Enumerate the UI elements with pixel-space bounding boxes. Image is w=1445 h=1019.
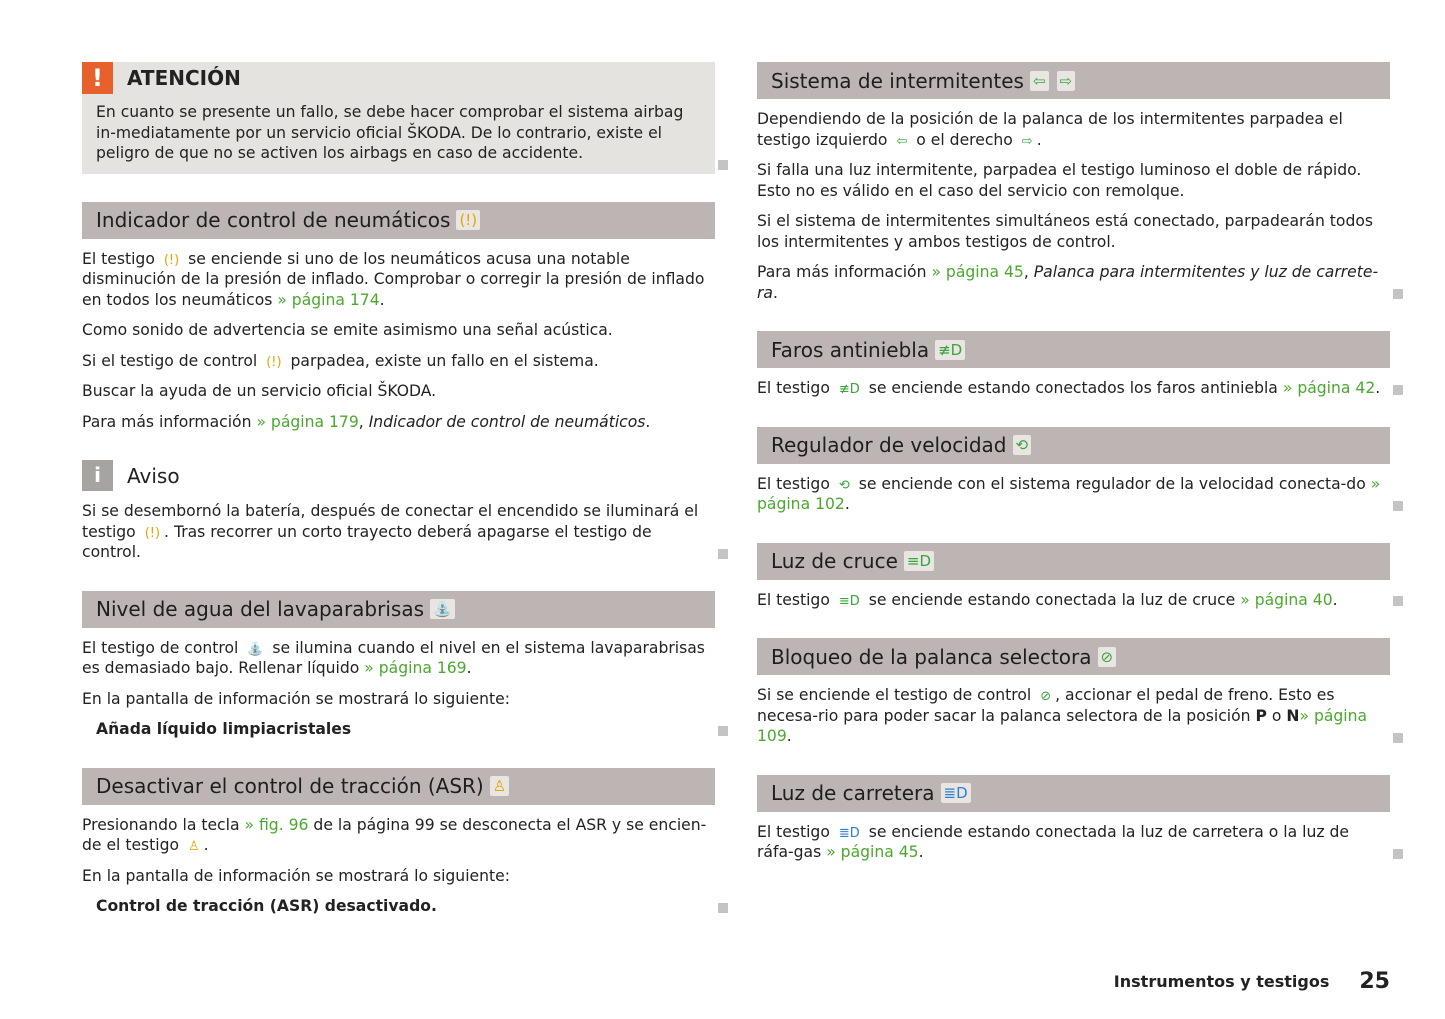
page-reference-link[interactable]: » página 179 [256,412,359,431]
page-reference-link[interactable]: » página 174 [277,290,380,309]
section-header [82,591,715,628]
note-header [82,460,715,491]
section-header [757,638,1390,675]
traction-control-icon: ♙ [188,839,200,854]
text: En cuanto se presente un fallo, se debe hacer comprobar el sistema airbag in-mediatamente por un servicio oficial ŠKODA. De lo contrario, existe el peligro de que no se activen los airbags en caso de accidente. [96,103,684,162]
paragraph [757,822,1390,863]
text: . [203,836,209,854]
traction-control-icon: ♙ [490,776,509,796]
paragraph [82,638,715,679]
low-beam-icon: ≡D [838,593,860,609]
selector-lock-icon: ⊘ [1040,689,1052,704]
text: El testigo de control [82,638,244,657]
text: . [786,727,792,745]
section-title: Desactivar el control de tracción (ASR) [96,774,484,798]
turn-right-icon: ⇨ [1057,71,1076,91]
paragraph [82,381,715,402]
tire-pressure-icon: (!) [144,525,161,541]
page-reference-link[interactable]: » página 45 [931,263,1024,281]
section [82,591,715,740]
text: . [1375,379,1381,397]
text: Si falla una luz intermitente, parpadea el testigo luminoso el doble de rápido. Esto no es válido en el caso del servicio con remolque. [757,161,1362,200]
page-reference-link[interactable]: » página 109 [757,706,1368,745]
note-title: Aviso [127,463,180,488]
text: se enciende estando conectada la luz de cruce [863,590,1241,609]
text: . [844,495,850,513]
text: . [466,659,472,677]
info-icon: i [82,460,113,491]
section-title: Luz de cruce [771,549,898,573]
paragraph [757,109,1390,150]
high-beam-icon: ≣D [838,825,860,841]
text: En la pantalla de información se mostrará lo siguiente: [82,866,510,885]
display-message [82,719,715,740]
text: El testigo [82,249,160,268]
paragraph [82,320,715,341]
section-header [757,427,1390,464]
warning-title: ATENCIÓN [127,66,241,90]
footer-section-title: Instrumentos y testigos [1113,972,1330,991]
paragraph [757,474,1390,515]
text: Para más información [82,412,257,431]
warning-box [82,62,715,174]
page-reference-link[interactable]: » página 40 [1240,590,1333,609]
turn-right-icon: ⇨ [1021,133,1033,149]
warning-header [82,62,715,94]
text: se enciende con el sistema regulador de la velocidad conecta-do [853,474,1371,493]
section-title: Indicador de control de neumáticos [96,208,451,232]
end-of-section-marker [1393,501,1403,511]
text: El testigo [757,590,835,609]
section-title: Luz de carretera [771,781,935,805]
text: o el derecho [911,130,1018,149]
page-reference-link[interactable]: » fig. 96 [244,815,309,834]
section-title: Nivel de agua del lavaparabrisas [96,597,424,621]
paragraph [757,590,1390,611]
text: se enciende estando conectados los faros antiniebla [863,379,1283,397]
text: . [1332,590,1338,609]
section [82,202,715,433]
text: Si el testigo de control [82,351,263,370]
paragraph [82,866,715,887]
section-header [757,331,1390,368]
fog-light-icon: ≢D [838,382,860,397]
paragraph [82,102,715,164]
note-box [82,460,715,563]
section [757,543,1390,611]
section-title: Bloqueo de la palanca selectora [771,644,1092,669]
text: de la página 99 se desconecta el ASR y se encien-de el testigo [82,815,707,854]
text: Indicador de control de neumáticos [368,412,646,431]
text: se enciende estando conectada la luz de carretera o la luz de ráfa-gas [757,822,1349,861]
text: Para más información [757,263,932,281]
high-beam-icon: ≣D [941,783,971,803]
section [82,768,715,917]
cruise-control-icon: ⟲ [838,477,850,493]
washer-fluid-icon: ⛲ [247,641,264,657]
text: . [1036,130,1042,149]
text: , [1023,263,1034,281]
paragraph [82,501,715,563]
page-reference-link[interactable]: » página 169 [364,659,467,677]
text: se enciende si uno de los neumáticos acusa una notable disminución de la presión de inflado. Comprobar o corregir la presión de inflado en todos los neumáticos [82,249,705,309]
paragraph [82,815,715,856]
section [757,331,1390,399]
section-title: Faros antiniebla [771,337,930,362]
section [757,427,1390,515]
text: En la pantalla de información se mostrará lo siguiente: [82,689,510,708]
paragraph [757,685,1390,747]
text: Buscar la ayuda de un servicio oficial ŠKODA. [82,382,437,400]
left-column [82,62,715,945]
paragraph [757,378,1390,399]
display-message [82,896,715,917]
washer-fluid-icon: ⛲ [430,599,455,619]
section-header [757,62,1390,99]
text: , accionar el pedal de freno. Esto es necesa-rio para poder sacar la palanca selectora de la posición [757,686,1335,725]
turn-left-icon: ⇦ [896,133,908,149]
section-header [757,543,1390,580]
end-of-section-marker [1393,733,1403,743]
paragraph [82,412,715,433]
text: Presionando la tecla [82,815,245,834]
text: . [379,290,385,309]
tire-pressure-icon: (!) [266,354,282,370]
text: . Tras recorrer un corto trayecto deberá apagarse el testigo de control. [82,522,652,561]
paragraph [82,689,715,710]
text: Como sonido de advertencia se emite asimismo una señal acústica. [82,321,613,339]
section-header [82,202,715,239]
text: parpadea, existe un fallo en el sistema. [285,351,599,370]
selector-lock-icon: ⊘ [1098,647,1117,667]
cruise-control-icon: ⟲ [1013,435,1032,455]
end-of-section-marker [718,549,728,559]
section-header [82,768,715,805]
text: , [358,412,369,431]
text: . [772,283,778,302]
paragraph [82,249,715,311]
fog-light-icon: ≢D [935,340,965,360]
text: El testigo [757,474,835,493]
text: Dependiendo de la posición de la palanca de los intermitentes parpadea el testigo izquierdo [757,110,1343,149]
end-of-section-marker [718,903,728,913]
end-of-section-marker [718,726,728,736]
paragraph [757,211,1390,252]
page-reference-link[interactable]: » página 45 [826,843,919,861]
end-of-section-marker [1393,385,1403,395]
end-of-section-marker [1393,596,1403,606]
page-reference-link[interactable]: » página 42 [1282,379,1376,397]
end-of-section-marker [1393,849,1403,859]
text: . [918,843,924,861]
text: El testigo [757,822,835,841]
paragraph [82,351,715,372]
paragraph [757,262,1390,303]
warning-icon: ! [82,62,113,94]
end-of-section-marker [718,160,728,170]
text: . [645,412,651,431]
text: Si se desembornó la batería, después de conectar el encendido se iluminará el testigo [82,502,699,541]
text: El testigo [757,379,835,397]
turn-left-icon: ⇦ [1030,71,1049,91]
text: Añada líquido limpiacristales [96,720,352,738]
end-of-section-marker [1393,289,1403,299]
right-column [757,62,1390,891]
section-title: Sistema de intermitentes [771,68,1024,93]
paragraph [757,160,1390,201]
page-reference-link[interactable]: » página 102 [757,474,1381,513]
text: P [1255,706,1267,725]
page-footer [1114,969,1390,994]
text: Palanca para intermitentes y luz de carrete-ra [757,263,1379,302]
section [757,638,1390,747]
section-title: Regulador de velocidad [771,433,1007,457]
low-beam-icon: ≡D [904,551,934,571]
text: se ilumina cuando el nivel en el sistema lavaparabrisas es demasiado bajo. Rellenar líquido [82,638,705,677]
text: N [1286,706,1300,725]
text: Control de tracción (ASR) desactivado. [96,897,437,915]
tire-pressure-icon: (!) [163,252,180,268]
tire-pressure-icon: (!) [456,210,480,230]
text: Si se enciende el testigo de control [757,686,1037,704]
text: Si el sistema de intermitentes simultáneos está conectado, parpadearán todos los intermitentes y ambos testigos de control. [757,212,1374,251]
text: o [1266,706,1287,725]
section [757,775,1390,863]
page-number: 25 [1359,969,1390,994]
section [757,62,1390,303]
section-header [757,775,1390,812]
